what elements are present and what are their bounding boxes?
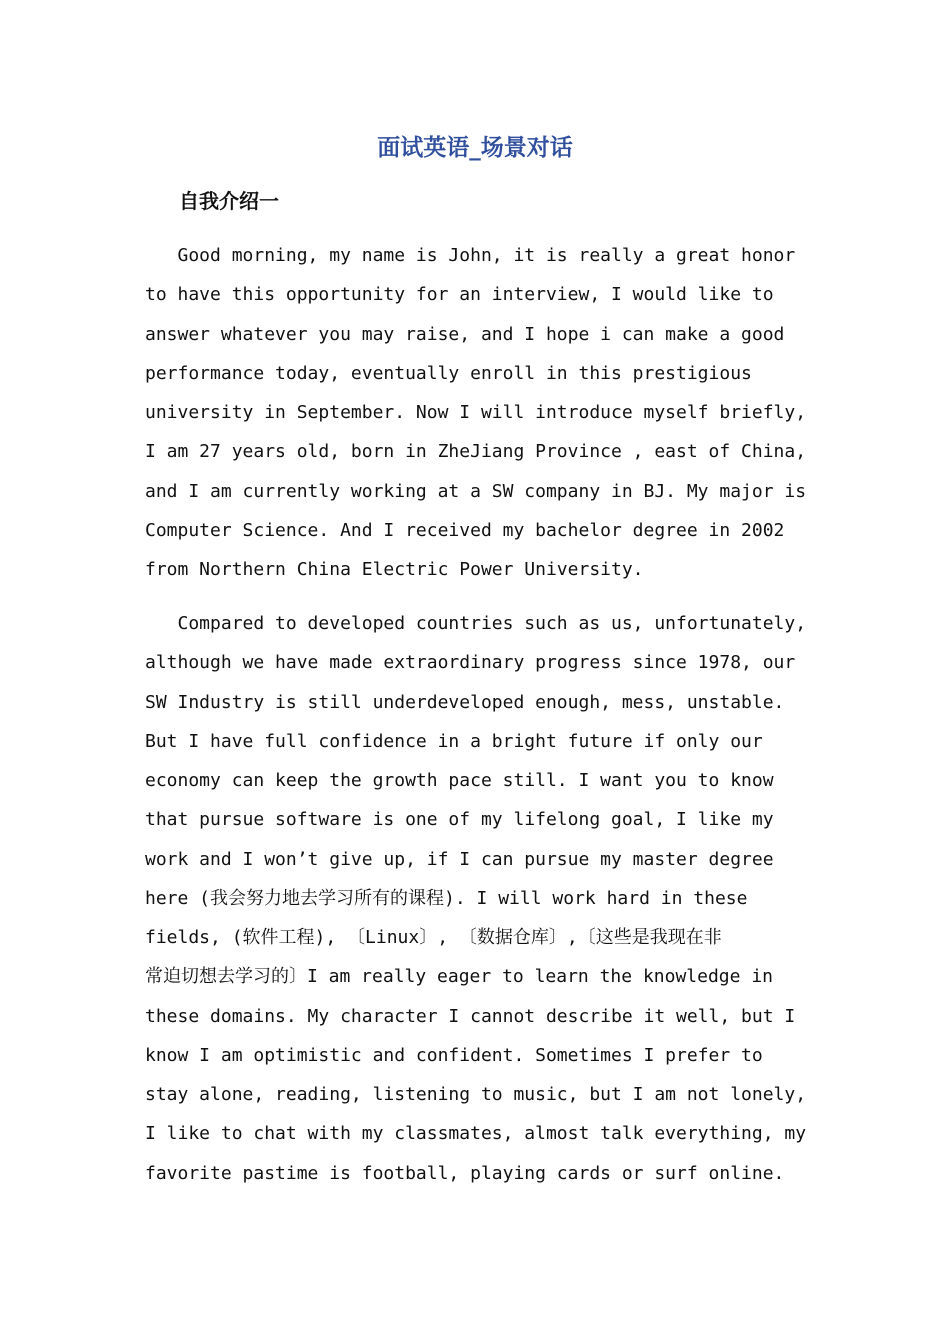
paragraph-line: performance today, eventually enroll in this prestigious xyxy=(145,362,752,384)
paragraph-line: I am 27 years old, born in ZheJiang Province , east of China, xyxy=(145,441,807,463)
paragraph-line: fields, (软件工程), 〔Linux〕, 〔数据仓库〕,〔这些是我现在非 xyxy=(145,927,722,948)
paragraph-line: to have this opportunity for an interview, I would like to xyxy=(145,284,774,306)
section-heading: 自我介绍一 xyxy=(179,189,279,213)
paragraph-line: and I am currently working at a SW company in BJ. My major is xyxy=(145,480,807,502)
paragraph-line: But I have full confidence in a bright future if only our xyxy=(145,730,763,752)
paragraph-line: these domains. My character I cannot describe it well, but I xyxy=(145,1005,796,1027)
paragraph-line: favorite pastime is football, playing cards or surf online. xyxy=(145,1162,785,1184)
paragraph-line: work and I won’t give up, if I can pursue my master degree xyxy=(145,848,774,870)
paragraph-line: 常迫切想去学习的〕I am really eager to learn the knowledge in xyxy=(145,966,773,988)
paragraph-1 xyxy=(145,236,810,589)
paragraph-line: SW Industry is still underdeveloped enough, mess, unstable. xyxy=(145,691,785,713)
paragraph-line: Computer Science. And I received my bachelor degree in 2002 xyxy=(145,519,785,541)
paragraph-line: that pursue software is one of my lifelong goal, I like my xyxy=(145,809,774,831)
paragraph-2 xyxy=(145,604,810,1193)
paragraph-line: answer whatever you may raise, and I hope i can make a good xyxy=(145,323,785,345)
paragraph-line: stay alone, reading, listening to music, but I am not lonely, xyxy=(145,1084,807,1105)
paragraph-line: here (我会努力地去学习所有的课程). I will work hard in these xyxy=(145,887,748,909)
paragraph-line: Compared to developed countries such as us, unfortunately, xyxy=(145,613,807,634)
paragraph-line: economy can keep the growth pace still. I want you to know xyxy=(145,770,774,791)
paragraph-line: from Northern China Electric Power University. xyxy=(145,559,644,580)
paragraph-line: Good morning, my name is John, it is really a great honor xyxy=(145,245,796,266)
paragraph-line: know I am optimistic and confident. Sometimes I prefer to xyxy=(145,1044,763,1066)
paragraph-line: although we have made extraordinary progress since 1978, our xyxy=(145,652,796,674)
paragraph-line: university in September. Now I will introduce myself briefly, xyxy=(145,402,807,423)
paragraph-line: I like to chat with my classmates, almost talk everything, my xyxy=(145,1123,807,1145)
page-title: 面试英语_场景对话 xyxy=(377,135,573,161)
